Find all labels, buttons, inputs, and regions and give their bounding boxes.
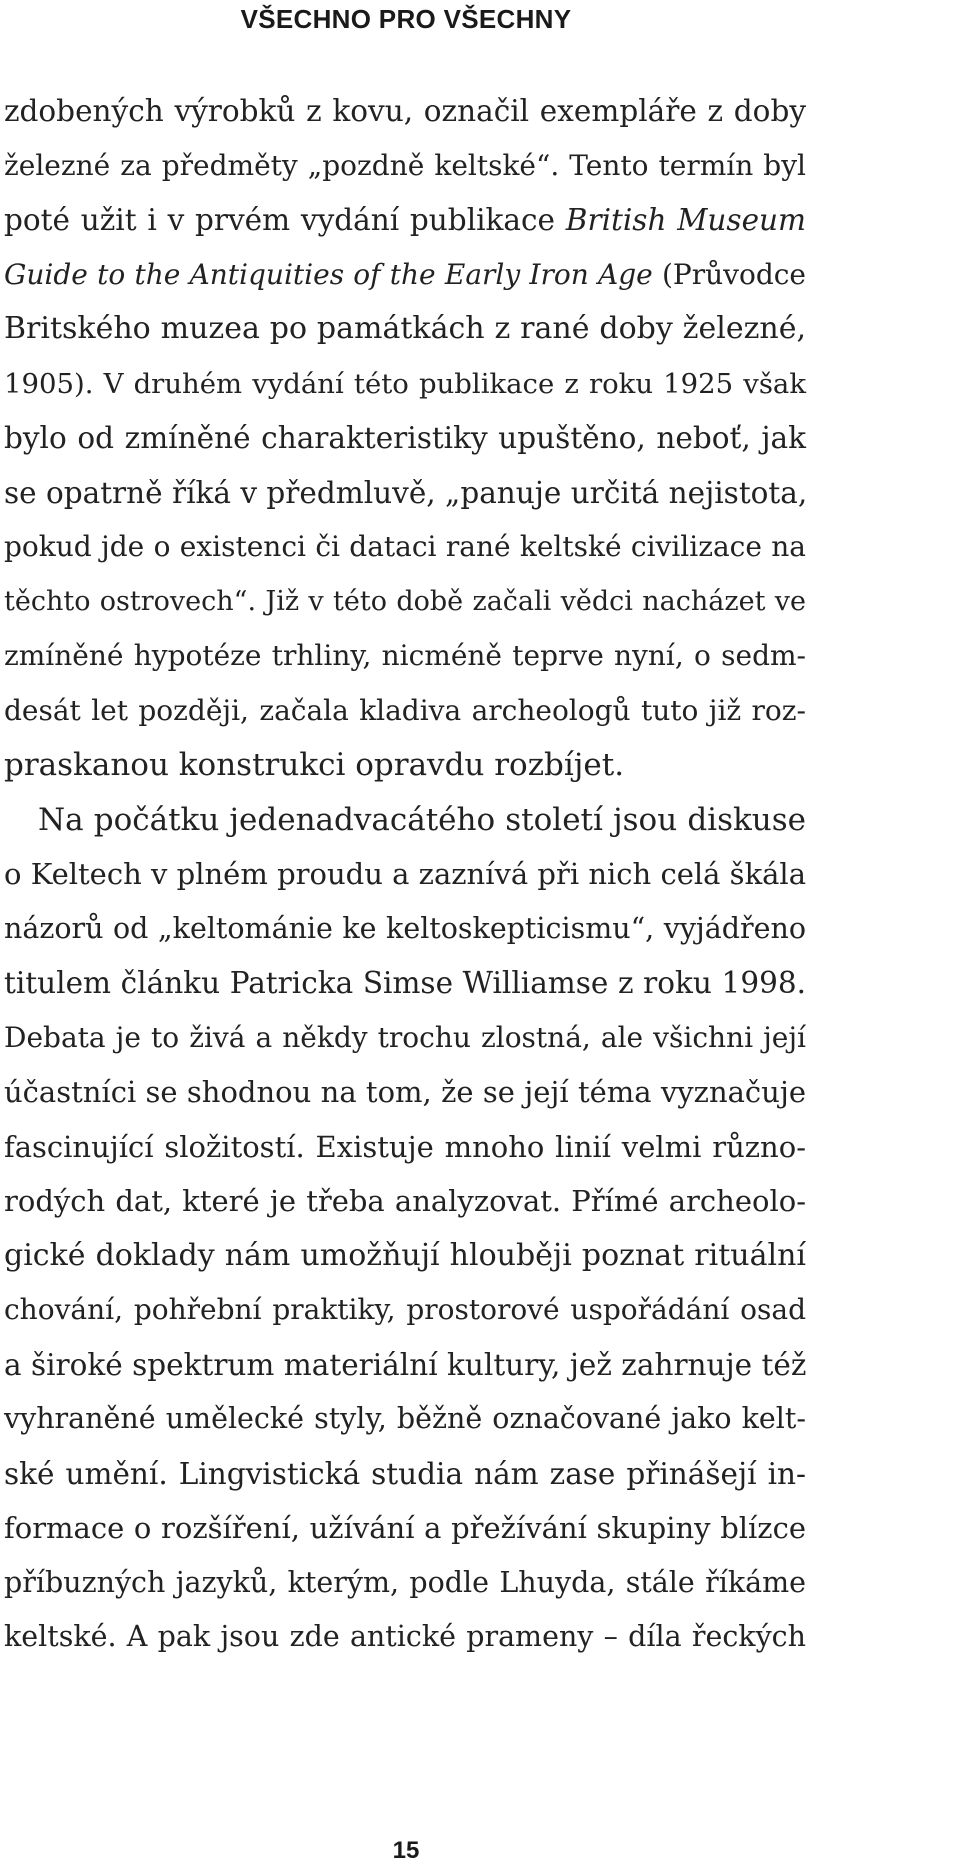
body-text (4, 84, 806, 1665)
italic-title: British Museum (565, 203, 806, 237)
text-line: Na počátku jedenadvacátého století jsou diskuse (38, 801, 806, 838)
text-line: Guide to the Antiquities of the Early Iron Age (Průvodce (4, 257, 806, 291)
text-line: o Keltech v plném proudu a zaznívá při nich celá škála (4, 857, 806, 891)
text-line: rodých dat, které je třeba analyzovat. Přímé archeolo- (4, 1184, 806, 1218)
text-line: desát let později, začala kladiva archeologů tuto již roz- (4, 693, 806, 727)
text-line: fascinující složitostí. Existuje mnoho linií velmi různo- (4, 1129, 806, 1164)
text-line: názorů od „keltománie ke keltoskepticismu“, vyjádřeno (4, 911, 806, 945)
text-line: 1905). V druhém vydání této publikace z roku 1925 však (4, 367, 806, 400)
text-line: železné za předměty „pozdně keltské“. Tento termín byl (4, 148, 806, 182)
text-line: a široké spektrum materiální kultury, jež zahrnuje též (4, 1347, 807, 1382)
text-line: bylo od zmíněné charakteristiky upuštěno, neboť, jak (4, 421, 806, 455)
page-number: 15 (392, 1837, 420, 1864)
paragraph (4, 84, 806, 793)
text-line: praskanou konstrukci opravdu rozbíjet. (4, 747, 625, 783)
text-line: titulem článku Patricka Simse Williamse z roku 1998. (4, 966, 806, 1000)
text-line: pokud jde o existenci či dataci rané keltské civilizace na (4, 530, 806, 563)
text-line: zdobených výrobků z kovu, označil exempláře z doby (4, 94, 806, 128)
text-line: těchto ostrovech“. Již v této době začali vědci nacházet ve (4, 585, 806, 617)
text-line: formace o rozšíření, užívání a přežívání skupiny blízce (4, 1511, 806, 1545)
text-line: se opatrně říká v předmluvě, „panuje určitá nejistota, (4, 475, 808, 510)
text-line: Debata je to živá a někdy trochu zlostná, ale všichni její (4, 1020, 806, 1054)
text-line: zmíněné hypotéze trhliny, nicméně teprve nyní, o sedm- (4, 639, 806, 672)
italic-title: Guide to the Antiquities of the Early Iron Age (4, 257, 653, 291)
text-line: účastníci se shodnou na tom, že se její téma vyznačuje (4, 1075, 806, 1109)
text-line: ské umění. Lingvistická studia nám zase přinášejí in- (4, 1456, 806, 1491)
running-head: VŠECHNO PRO VŠECHNY (240, 4, 572, 34)
text-line: vyhraněné umělecké styly, běžně označované jako kelt- (4, 1402, 806, 1435)
text-line: poté užit i v prvém vydání publikace British Museum (4, 203, 806, 237)
text-line: gické doklady nám umožňují hlouběji poznat rituální (4, 1237, 806, 1273)
paragraph (4, 793, 806, 1665)
text-line: chování, pohřební praktiky, prostorové uspořádání osad (4, 1293, 806, 1326)
text-line: Britského muzea po památkách z rané doby železné, (4, 311, 806, 346)
text-line: příbuzných jazyků, kterým, podle Lhuyda, stále říkáme (4, 1565, 806, 1599)
text-line: keltské. A pak jsou zde antické prameny – díla řeckých (4, 1620, 806, 1653)
